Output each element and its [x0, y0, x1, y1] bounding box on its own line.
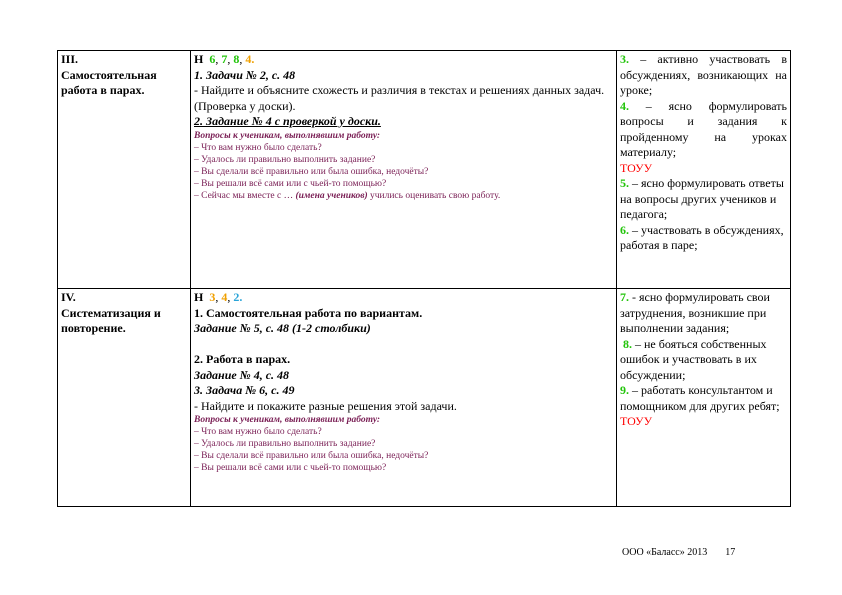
results-cell: [617, 51, 791, 289]
codes-line: Н 3, 4, 2.: [194, 290, 243, 304]
result-5: 5. – ясно формулировать ответы на вопросы других учеников и педагога;: [620, 176, 784, 221]
question-3: – Вы сделали всё правильно или была ошибка, недочёты?: [194, 166, 429, 177]
task-1-check: (Проверка у доски).: [194, 98, 296, 113]
task-1-detail: Задание № 5, с. 48 (1-2 столбики): [194, 321, 371, 335]
stage-name: Самостоятельная работа в парах.: [61, 67, 157, 97]
stage-cell: [58, 289, 191, 507]
question-2: – Удалось ли правильно выполнить задание?: [194, 154, 376, 165]
code-8: 8: [233, 52, 240, 66]
footer-company: ООО «Баласс» 2013: [622, 547, 708, 558]
question-1: – Что вам нужно было сделать?: [194, 427, 322, 437]
table-row: [58, 51, 791, 289]
code-6: 6: [209, 52, 216, 66]
question-5: – Сейчас мы вместе с … (имена учеников) учились оценивать свою работу.: [194, 190, 501, 201]
question-3: – Вы сделали всё правильно или была ошибка, недочёты?: [194, 451, 429, 461]
task-1-instruction: - Найдите и объясните схожесть и различия в текстах и решениях данных задач.: [194, 83, 605, 97]
task-1: 1. Самостоятельная работа по вариантам.: [194, 305, 423, 320]
code-3: 3: [209, 290, 216, 304]
questions-title: Вопросы к ученикам, выполнявшим работу:: [194, 130, 381, 141]
question-4: – Вы решали всё сами или с чьей-то помощью?: [194, 178, 387, 189]
toyu-label: ТОУУ: [620, 414, 653, 428]
questions-title: Вопросы к ученикам, выполнявшим работу:: [194, 415, 381, 425]
task-3: 3. Задача № 6, с. 49: [194, 383, 295, 397]
question-1: – Что вам нужно было сделать?: [194, 142, 322, 153]
code-2: 2: [233, 290, 240, 304]
result-6: 6. – участвовать в обсуждениях, работая в паре;: [620, 222, 784, 252]
results-cell: [617, 289, 791, 507]
stage-cell: [58, 51, 191, 289]
codes-prefix: Н: [194, 290, 204, 304]
task-2-detail: Задание № 4, с. 48: [194, 367, 290, 382]
result-3: 3. – активно участвовать в обсуждениях, возникающих на уроке;: [620, 52, 787, 97]
stage-name: Систематизация и повторение.: [61, 305, 161, 335]
toyu-label: ТОУУ: [620, 160, 653, 175]
task-2: 2. Работа в парах.: [194, 352, 291, 366]
question-2: – Удалось ли правильно выполнить задание?: [194, 439, 376, 449]
stage-number: III.: [61, 52, 79, 66]
lesson-plan-table: [57, 50, 791, 507]
result-8: 8. – не бояться собственных ошибок и участвовать в их обсуждении;: [620, 336, 767, 382]
question-4: – Вы решали всё сами или с чьей-то помощью?: [194, 463, 387, 473]
task-3-instruction: - Найдите и покажите разные решения этой задачи.: [194, 398, 457, 413]
code-4: 4: [245, 52, 252, 66]
table-row: [58, 289, 791, 507]
result-7: 7. - ясно формулировать свои затруднения, возникшие при выполнении задания;: [620, 290, 770, 335]
codes-prefix: Н: [194, 52, 204, 66]
task-1: 1. Задачи № 2, с. 48: [194, 67, 296, 82]
code-4: 4: [221, 290, 228, 304]
content-cell: [191, 289, 617, 507]
page-footer: [622, 547, 735, 558]
result-9: 9. – работать консультантом и помощником для других ребят;: [620, 383, 780, 413]
content-cell: [191, 51, 617, 289]
stage-number: IV.: [61, 290, 76, 304]
task-2: 2. Задание № 4 с проверкой у доски.: [194, 114, 381, 128]
codes-line: Н 6, 7, 8, 4.: [194, 52, 255, 66]
result-4: 4. – ясно формулировать вопросы и задания к пройденному на уроках материалу;: [620, 98, 787, 159]
page-number: 17: [725, 547, 736, 558]
code-7: 7: [221, 52, 228, 66]
